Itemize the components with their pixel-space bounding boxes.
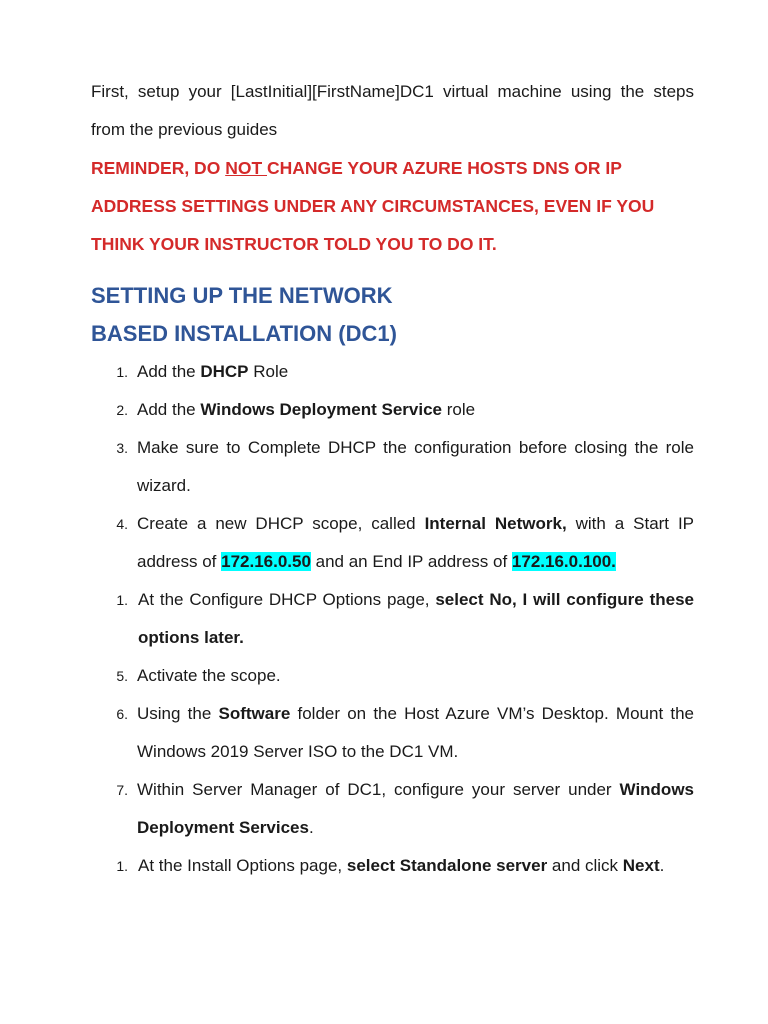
step-number: 1. — [116, 364, 128, 380]
step-item-7 — [91, 771, 694, 847]
step-text: Create a new DHCP scope, called — [137, 514, 425, 533]
reminder-underlined-not: NOT — [225, 158, 267, 178]
step-text: and click — [547, 856, 623, 875]
step-number: 3. — [116, 440, 128, 456]
section-heading — [91, 277, 694, 353]
step-text: Make sure to Complete DHCP the configuration before closing the role wizard. — [137, 438, 694, 495]
scope-name: Internal Network, — [424, 514, 567, 533]
step-text: folder on the Host Azure VM’s Desktop. Mount the Windows 2019 Server ISO to the DC1 VM. — [137, 704, 695, 761]
step-item-3 — [91, 429, 694, 505]
step-4-subitem-1 — [45, 581, 694, 657]
reminder-warning — [91, 149, 694, 263]
step-text: role — [442, 400, 476, 419]
step-bold-text: Software — [218, 704, 291, 723]
sub-step-number: 1. — [116, 592, 128, 608]
step-number: 5. — [116, 668, 128, 684]
end-ip-highlight: 172.16.0.100. — [511, 552, 616, 571]
start-ip-highlight: 172.16.0.50 — [221, 552, 311, 571]
step-item-5 — [91, 657, 694, 695]
step-text: with a Start IP address of — [137, 514, 695, 571]
step-number: 4. — [116, 516, 128, 532]
sub-step-number: 1. — [116, 858, 128, 874]
step-item-4 — [91, 505, 694, 581]
step-bold-text: Windows Deployment Service — [200, 400, 443, 419]
reminder-text-end: CHANGE YOUR AZURE HOSTS DNS OR IP ADDRESS SETTINGS UNDER ANY CIRCUMSTANCES, EVEN IF YOU THINK YOUR INSTRUCTOR TOLD YOU TO DO IT. — [91, 158, 655, 254]
step-bold-text: Next — [622, 856, 660, 875]
step-text: . — [308, 818, 314, 837]
step-item-2 — [91, 391, 694, 429]
steps-list — [91, 353, 694, 885]
step-text: Add the — [137, 400, 201, 419]
section-heading-line1: SETTING UP THE NETWORK — [91, 283, 393, 308]
step-bold-text: DHCP — [200, 362, 249, 381]
reminder-text-start: REMINDER, DO — [91, 158, 226, 178]
step-item-1 — [91, 353, 694, 391]
document-page — [91, 73, 694, 885]
step-text: At the Configure DHCP Options page, — [138, 590, 436, 609]
section-heading-line2: BASED INSTALLATION (DC1) — [91, 321, 397, 346]
step-text: Activate the scope. — [137, 666, 281, 685]
step-text: At the Install Options page, — [138, 856, 347, 875]
intro-paragraph — [91, 73, 694, 149]
step-number: 2. — [116, 402, 128, 418]
step-text: Add the — [137, 362, 201, 381]
step-number: 6. — [116, 706, 128, 722]
step-bold-text: select Standalone server — [346, 856, 548, 875]
step-text: Using the — [137, 704, 219, 723]
intro-text: First, setup your [LastInitial][FirstName]DC1 virtual machine using the steps from the previous guides — [91, 82, 694, 139]
step-text: Role — [248, 362, 289, 381]
step-item-6 — [91, 695, 694, 771]
step-text: and an End IP address of — [310, 552, 512, 571]
step-bold-text: Windows Deployment Services — [137, 780, 694, 837]
step-number: 7. — [116, 782, 128, 798]
step-bold-text: select No, I will configure these options later. — [138, 590, 694, 647]
step-text: Within Server Manager of DC1, configure your server under — [137, 780, 620, 799]
step-text: . — [659, 856, 665, 875]
step-7-subitem-1 — [45, 847, 694, 885]
